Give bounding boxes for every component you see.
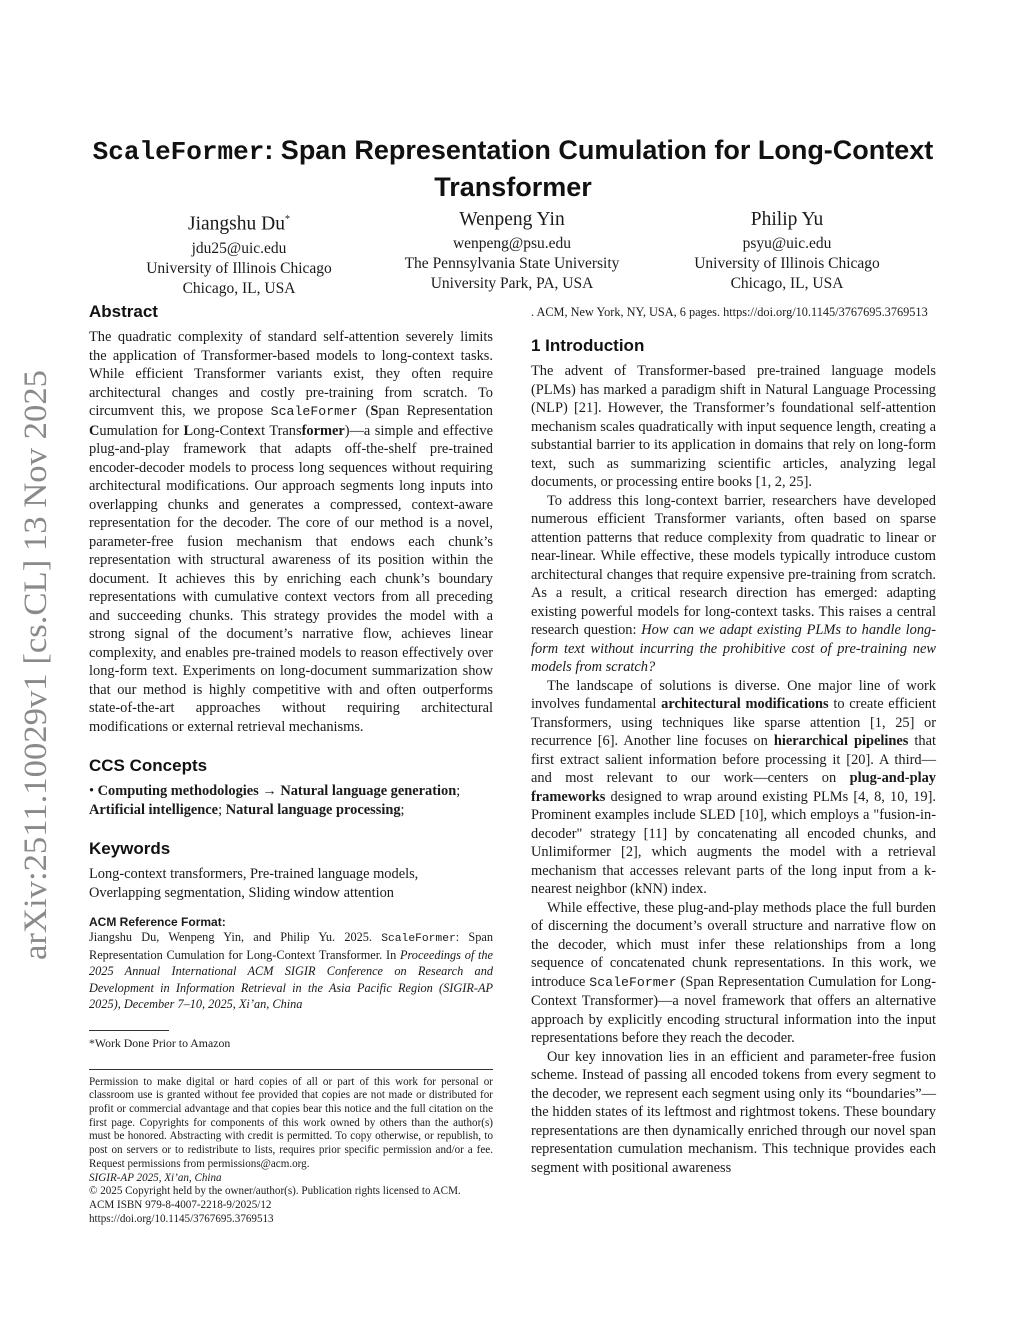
ccs-concept: Natural language generation	[280, 783, 457, 799]
author-name: Jiangshu Du	[188, 213, 285, 235]
intro-paragraph-1: The advent of Transformer-based pre-trained language models (PLMs) has marked a paradigm shift in Natural Language Processing (NLP) [21]. However, the Transformer’s foundational self-attention mechanism scales quadratically with input sequence length, creating a substantial barrier to its application in domains that rely on long-form text, such as summarizing scientific articles, analyzing legal documents, or processing entire books [1, 2, 25].	[531, 363, 936, 491]
acm-ref-text	[89, 929, 493, 1012]
keywords-text: Long-context transformers, Pre-trained language models, Overlapping segmentation, Sliding window attention	[89, 866, 419, 901]
abstract-part: The quadratic complexity of standard self-attention severely limits the application of Transformer-based models to long-context tasks. While efficient Transformer variants exist, they often require architectural changes and costly pre-training from scratch. To circumvent this, we propose	[89, 329, 493, 419]
abstract-text	[89, 328, 493, 736]
title-rest: : Span Representation Cumulation for Long-Context Transformer	[264, 135, 934, 202]
ccs-concept: Computing methodologies	[97, 783, 259, 799]
intro-paragraph-4	[531, 899, 936, 1048]
intro-text: To address this long-context barrier, researchers have developed numerous efficient Transformer variants, often based on sparse attention patterns that reduce complexity from quadratic to linear or near-linear. While effective, these models typically introduce custom architectural changes that require expensive pre-training from scratch. As a result, a critical research direction has emerged: adapting existing powerful models for long-context tasks. This raises a central research question:	[531, 492, 936, 639]
acm-ref-heading: ACM Reference Format:	[89, 915, 226, 929]
introduction-heading: 1 Introduction	[531, 336, 645, 356]
paper-title	[80, 133, 946, 205]
research-question: How can we adapt existing PLMs to handle long-form text without incurring the prohibitive cost of pre-training new models from scratch?	[531, 622, 936, 676]
acronym-letter: former	[301, 422, 345, 439]
acronym-letter: L	[183, 422, 194, 439]
ccs-heading: CCS Concepts	[89, 756, 208, 775]
permission-text: Permission to make digital or hard copies of all or part of this work for personal or classroom use is granted without fee provided that copies are not made or distributed for profit or commercial advantage and that copies bear this notice and the full citation on the first page. Copyrights for components of this work owned by others than the author(s) must be honored. Abstracting with credit is permitted. To copy otherwise, or republish, to post on servers or to redistribute to lists, requires prior specific permission and/or a fee. Request permissions from permissions@acm.org.	[89, 1075, 493, 1170]
emphasis-term: hierarchical pipelines	[773, 733, 909, 750]
acronym-letter: C	[89, 422, 100, 439]
copyright-line: © 2025 Copyright held by the owner/author(s). Publication rights licensed to ACM.	[89, 1185, 461, 1198]
doi-link[interactable]: https://doi.org/10.1145/3767695.3769513	[89, 1212, 274, 1225]
intro-system-name: ScaleFormer	[589, 974, 677, 990]
arxiv-stamp	[8, 365, 58, 965]
acm-ref-venue: Proceedings of the 2025 Annual International ACM SIGIR Conference on Research and Development in Information Retrieval in the Asia Pacific Region (SIGIR-AP 2025), December 7–10, 2025, Xi’an, China	[89, 948, 494, 1011]
intro-paragraph-3	[531, 677, 936, 899]
author-location: Chicago, IL, USA	[182, 279, 296, 297]
isbn-line: ACM ISBN 979-8-4007-2218-9/2025/12	[89, 1198, 272, 1211]
ccs-arrow: →	[258, 783, 281, 799]
author-affiliation: University of Illinois Chicago	[146, 259, 332, 277]
ccs-separator: ;	[456, 783, 461, 799]
acronym-letter: e	[247, 422, 254, 439]
author-email[interactable]: wenpeng@psu.edu	[452, 235, 571, 252]
footnote-rule	[89, 1030, 169, 1031]
arxiv-stamp-graphic	[8, 365, 58, 965]
intro-text: (Span Representation Cumulation for Long-Context Transformer)—a novel framework that offers an alternative approach by explicitly encoding structural information into the input representations before they reach the decoder.	[531, 973, 936, 1047]
intro-text: to create efficient Transformers, using techniques like sparse attention [1, 25] or recurrence [6]. Another line focuses on	[531, 696, 936, 750]
author-email[interactable]: jdu25@uic.edu	[191, 239, 287, 257]
right-column	[531, 304, 936, 1177]
acm-ref-part: : Span Representation Cumulation for Long-Context Transformer. In	[89, 930, 493, 963]
keywords-heading: Keywords	[89, 839, 171, 858]
author-location: University Park, PA, USA	[430, 275, 594, 292]
abstract-part: (	[358, 403, 371, 419]
intro-text: that first extract salient information before processing it [20]. A third—and most relevant to our work—centers on	[531, 733, 937, 787]
intro-paragraph-2	[531, 492, 936, 677]
ccs-bullet: •	[89, 783, 98, 799]
abstract-system-name: ScaleFormer	[270, 404, 358, 419]
intro-text: designed to wrap around existing PLMs [4, 8, 10, 19]. Prominent examples include SLED [10], which employs a "fusion-in-decoder" strategy [11] by concatenating all encoded chunks, and Unlimiformer [2], which augments the model with a retrieval mechanism that accesses relevant parts of the long input from a k-nearest neighbor (kNN) index.	[531, 788, 936, 898]
arxiv-stamp-text: arXiv:2511.10029v1 [cs.CL] 13 Nov 2025	[18, 398, 54, 960]
author-block-3	[637, 206, 937, 294]
footnote-text: *Work Done Prior to Amazon	[89, 1036, 231, 1051]
ccs-separator: ;	[218, 801, 226, 818]
abstract-part: pan Representation	[378, 403, 493, 419]
title-system-name: ScaleFormer	[92, 137, 265, 167]
permission-venue: SIGIR-AP 2025, Xi’an, China	[89, 1171, 222, 1184]
author-affiliation: University of Illinois Chicago	[694, 255, 880, 272]
author-name: Philip Yu	[750, 209, 824, 230]
author-footnote-mark: *	[284, 214, 290, 225]
intro-text: While effective, these plug-and-play methods place the full burden of discerning the document’s overall structure and narrative flow on the decoder, which must infer these relationships from a long sequence of concatenated chunk representations. In this work, we introduce	[531, 899, 936, 990]
intro-paragraph-5: Our key innovation lies in an efficient and parameter-free fusion scheme. Instead of passing all encoded tokens from every segment to the decoder, we represent each segment using only its “boundaries”—the hidden states of its leftmost and rightmost tokens. These boundary representations are then dynamically enriched through our novel span representation cumulation mechanism. This technique provides each segment with positional awareness	[531, 1048, 936, 1176]
abstract-part: xt Trans	[253, 422, 302, 439]
abstract-part: ong-Cont	[193, 422, 248, 439]
ccs-concept: Natural language processing	[225, 801, 401, 818]
intro-text: The landscape of solutions is diverse. One major line of work involves fundamental	[531, 677, 936, 713]
author-location: Chicago, IL, USA	[730, 275, 844, 292]
abstract-heading: Abstract	[89, 302, 158, 321]
abstract-part: umulation for	[99, 422, 184, 439]
emphasis-term: plug-and-play frameworks	[531, 770, 936, 805]
acm-ref-part: Jiangshu Du, Wenpeng Yin, and Philip Yu. 2025.	[89, 930, 382, 944]
author-block-2	[362, 206, 662, 294]
ccs-text	[89, 782, 493, 819]
author-name: Wenpeng Yin	[459, 209, 565, 230]
left-column	[89, 302, 493, 1226]
author-block-1	[89, 206, 389, 299]
acronym-letter: S	[370, 403, 379, 419]
ccs-separator: ;	[400, 801, 405, 818]
permission-rule	[89, 1069, 493, 1070]
acm-ref-continuation: . ACM, New York, NY, USA, 6 pages. https://doi.org/10.1145/3767695.3769513	[531, 305, 928, 319]
author-email[interactable]: psyu@uic.edu	[742, 235, 832, 252]
author-affiliation: The Pennsylvania State University	[404, 255, 620, 272]
acm-ref-system-name: ScaleFormer	[381, 933, 456, 945]
ccs-concept: Artificial intelligence	[89, 801, 219, 818]
abstract-part: )—a simple and effective plug-and-play framework that adapts off-the-shelf pre-trained encoder-decoder models to process long sequences without requiring architectural modifications. Our approach segments long inputs into overlapping chunks and generates a compressed, context-aware representation for the decoder. The core of our method is a novel, parameter-free fusion mechanism that endows each chunk’s representation with structural awareness of its position within the document. It achieves this by enriching each chunk’s boundary representations with cumulative context vectors from all preceding and succeeding chunks. This strategy provides the model with a strong signal of the document’s narrative flow, achieves linear complexity, and enables pre-trained models to reason effectively over long-form text. Experiments on long-document summarization show that our method is highly competitive with and often outperforms state-of-the-art approaches without requiring architectural modifications or external retrieval mechanisms.	[89, 422, 493, 735]
emphasis-term: architectural modifications	[661, 696, 829, 713]
